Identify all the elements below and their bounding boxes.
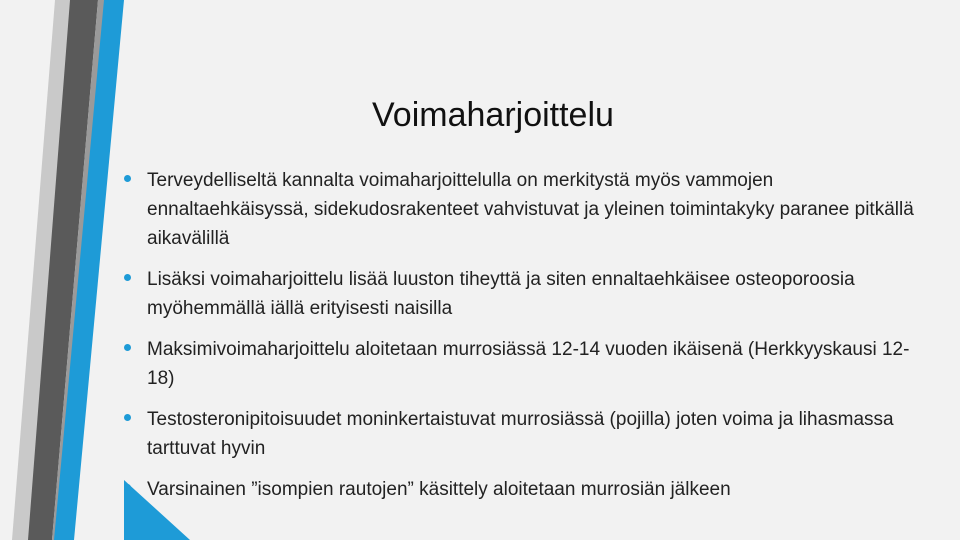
bullet-dot-icon: [124, 175, 131, 182]
bullet-text: Maksimivoimaharjoittelu aloitetaan murrosiässä 12-14 vuoden ikäisenä (Herkkyyskausi 12-18): [147, 339, 910, 389]
bullet-text: Lisäksi voimaharjoittelu lisää luuston tiheyttä ja siten ennaltaehkäisee osteoporoosia myöhemmällä iällä erityisesti naisilla: [147, 269, 855, 319]
bullet-item: [124, 475, 914, 504]
slide-title: Voimaharjoittelu: [372, 96, 614, 134]
bullet-item: [124, 166, 914, 253]
bullet-text: Testosteronipitoisuudet moninkertaistuvat murrosiässä (pojilla) joten voima ja lihasmassa tarttuvat hyvin: [147, 409, 894, 459]
bullet-item: [124, 335, 914, 393]
bullet-text: Varsinainen ”isompien rautojen” käsittely aloitetaan murrosiän jälkeen: [147, 479, 731, 500]
bullet-list: [124, 166, 914, 516]
bullet-item: [124, 265, 914, 323]
bullet-text: Terveydelliseltä kannalta voimaharjoittelulla on merkitystä myös vammojen ennaltaehkäisyssä, sidekudosrakenteet vahvistuvat ja yleinen toimintakyky paranee pitkällä aikavälillä: [147, 170, 914, 249]
bullet-dot-icon: [124, 484, 131, 491]
bullet-item: [124, 405, 914, 463]
bullet-dot-icon: [124, 414, 131, 421]
bullet-dot-icon: [124, 274, 131, 281]
bullet-dot-icon: [124, 344, 131, 351]
